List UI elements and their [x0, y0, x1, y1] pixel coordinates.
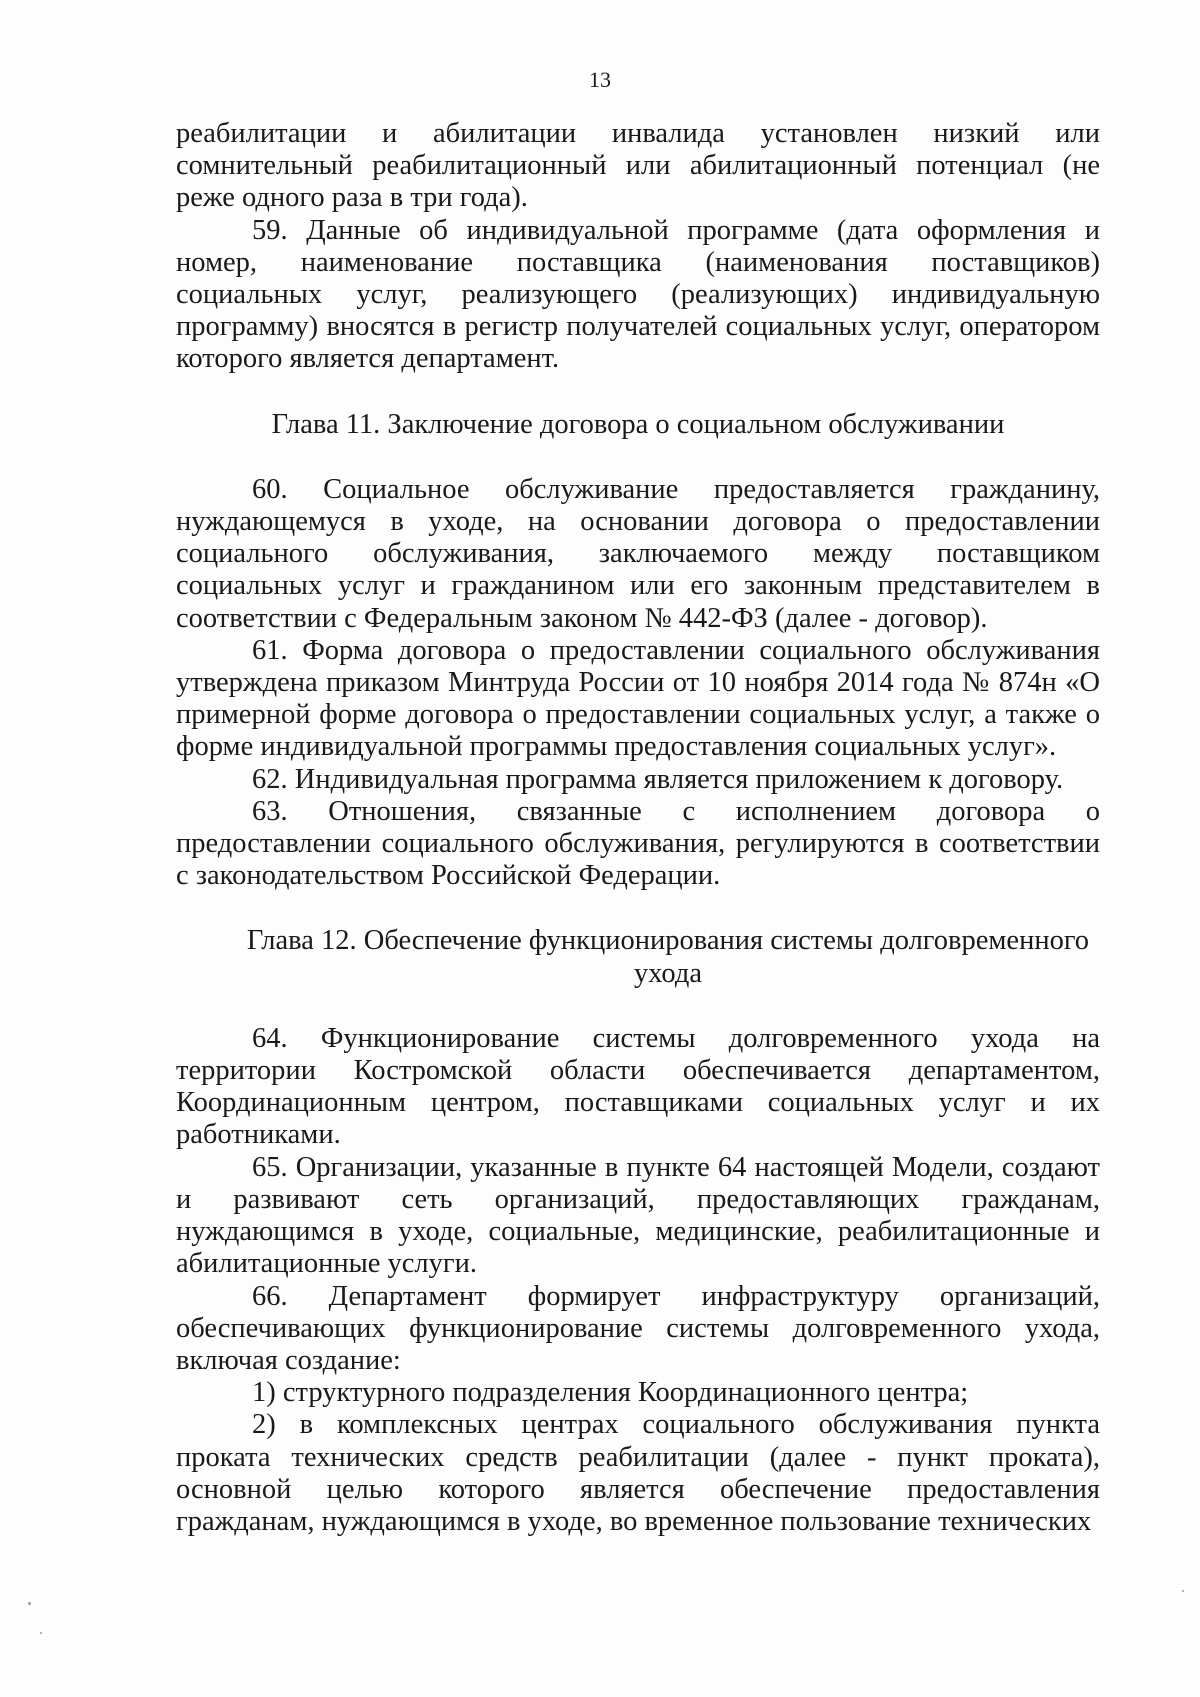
paragraph-63: 63. Отношения, связанные с исполнением договора о предоставлении социального обслуживания, регулируются в соответствии с законодательством Российской Федерации. — [176, 795, 1100, 892]
scan-speck — [1182, 1590, 1184, 1592]
paragraph-62: 62. Индивидуальная программа является приложением к договору. — [252, 763, 1064, 795]
paragraph-60: 60. Социальное обслуживание предоставляется гражданину, нуждающемуся в уходе, на основании договора о предоставлении социального обслуживания, заключаемого между поставщиком социальных услуг и гражданином или его законным представителем в соответствии с Федеральным законом № 442-ФЗ (далее - договор). — [176, 473, 1100, 634]
paragraph-66: 66. Департамент формирует инфраструктуру организаций, обеспечивающих функционирование системы долговременного ухода, включая создание: — [176, 1280, 1100, 1376]
paragraph-61: 61. Форма договора о предоставлении социального обслуживания утверждена приказом Минтруда России от 10 ноября 2014 года № 874н «О примерной форме договора о предоставлении социальных услуг, а также о форме индивидуальной программы предоставления социальных услуг». — [176, 634, 1100, 763]
paragraph-66-item-1: 1) структурного подразделения Координационного центра; — [252, 1377, 969, 1409]
paragraph-64: 64. Функционирование системы долговременного ухода на территории Костромской области обеспечивается департаментом, Координационным центром, поставщиками социальных услуг и их работниками. — [176, 1022, 1100, 1151]
scan-speck — [28, 1602, 31, 1605]
paragraph-59: 59. Данные об индивидуальной программе (дата оформления и номер, наименование поставщика (наименования поставщиков) социальных услуг, реализующего (реализующих) индивидуальную программу) вносятся в регистр получателей социальных услуг, оператором которого является департамент. — [176, 214, 1100, 375]
paragraph-continuation: реабилитации и абилитации инвалида установлен низкий или сомнительный реабилитационный или абилитационный потенциал (не реже одного раза в три года). — [176, 118, 1100, 214]
chapter-12-heading: Глава 12. Обеспечение функционирования системы долговременного ухода — [246, 925, 1090, 989]
chapter-11-heading: Глава 11. Заключение договора о социальном обслуживании — [271, 408, 1005, 440]
paragraph-65: 65. Организации, указанные в пункте 64 настоящей Модели, создают и развивают сеть организаций, предоставляющих гражданам, нуждающимся в уходе, социальные, медицинские, реабилитационные и абилитационные услуги. — [176, 1151, 1100, 1280]
paragraph-66-item-2: 2) в комплексных центрах социального обслуживания пункта проката технических средств реабилитации (далее - пункт проката), основной целью которого является обеспечение предоставления гражданам, нуждающимся в уходе, во временное пользование технических — [176, 1409, 1100, 1537]
document-body — [176, 118, 1100, 1538]
scan-speck — [40, 1632, 42, 1634]
page-number: 13 — [589, 67, 611, 92]
